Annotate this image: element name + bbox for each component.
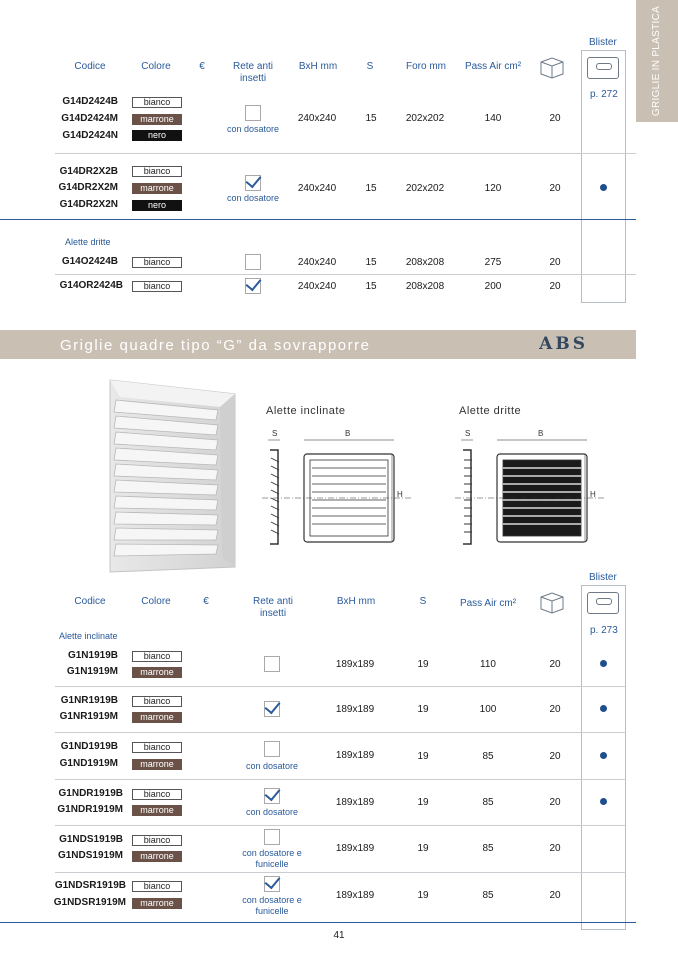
- blister-page-ref: p. 273: [590, 625, 618, 636]
- dim-h-label: H: [397, 490, 403, 499]
- header-rete: Rete anti insetti: [252, 596, 294, 619]
- box-icon: [538, 590, 566, 614]
- product-code: G14DR2X2N: [59, 199, 118, 210]
- product-code: G14D2424M: [61, 113, 118, 124]
- blister-available-dot: [600, 798, 607, 805]
- s-value: 19: [417, 704, 429, 715]
- header-euro: €: [203, 596, 209, 607]
- pass-air-value: 140: [484, 113, 502, 124]
- color-swatch-nero: nero: [132, 130, 182, 141]
- rete-checkbox: [245, 105, 261, 121]
- pack-qty-value: 20: [549, 751, 561, 762]
- rete-label: con dosatore: [226, 193, 280, 203]
- pass-air-value: 100: [479, 704, 497, 715]
- product-code: G14O2424B: [61, 256, 118, 267]
- header-pass-air: Pass Air cm²: [459, 598, 517, 609]
- s-value: 19: [417, 797, 429, 808]
- pack-qty-value: 20: [549, 183, 561, 194]
- bxh-value: 240x240: [297, 113, 337, 124]
- color-swatch-marrone: marrone: [132, 759, 182, 770]
- pack-qty-value: 20: [549, 704, 561, 715]
- color-swatch-marrone: marrone: [132, 183, 182, 194]
- side-category-tab: [636, 0, 678, 122]
- color-swatch-marrone: marrone: [132, 114, 182, 125]
- product-code: G1NDSR1919M: [53, 897, 126, 908]
- rete-checkbox-checked: [264, 788, 280, 804]
- pack-qty-value: 20: [549, 281, 561, 292]
- diagram-alette-dritte: [455, 426, 605, 551]
- rete-label: con dosatore e funicelle: [242, 848, 302, 869]
- color-swatch-nero: nero: [132, 200, 182, 211]
- product-code: G1NR1919M: [59, 711, 118, 722]
- pass-air-value: 110: [480, 659, 496, 670]
- rete-label: con dosatore e funicelle: [242, 895, 302, 916]
- blister-available-dot: [600, 705, 607, 712]
- foro-value: 208x208: [405, 281, 445, 292]
- rete-label: con dosatore: [245, 807, 299, 817]
- grille-product-photo: [100, 372, 240, 577]
- product-code: G1N1919M: [66, 666, 118, 677]
- bxh-value: 189x189: [335, 750, 375, 761]
- color-swatch-bianco: bianco: [132, 97, 182, 108]
- header-blister: Blister: [589, 37, 617, 48]
- diagram-alette-inclinate: [262, 426, 412, 551]
- blister-column-1: [581, 50, 626, 303]
- product-code: G14D2424N: [62, 130, 118, 141]
- product-code: G1NDR1919B: [58, 788, 123, 799]
- color-swatch-marrone: marrone: [132, 712, 182, 723]
- color-swatch-marrone: marrone: [132, 851, 182, 862]
- row-separator: [55, 153, 636, 154]
- dim-s-label: S: [465, 429, 471, 438]
- pass-air-value: 85: [482, 890, 494, 901]
- rete-label: con dosatore: [226, 124, 280, 134]
- header-pass-air: Pass Air cm²: [464, 61, 522, 72]
- bxh-value: 189x189: [335, 797, 375, 808]
- product-code: G1NDS1919B: [59, 834, 123, 845]
- product-code: G1N1919B: [67, 650, 118, 661]
- foro-value: 208x208: [405, 257, 445, 268]
- side-tab-label: GRIGLIE IN PLASTICA: [651, 5, 662, 117]
- pass-air-value: 85: [482, 843, 494, 854]
- pass-air-value: 120: [484, 183, 502, 194]
- color-swatch-bianco: bianco: [132, 742, 182, 753]
- blister-available-dot: [600, 752, 607, 759]
- rete-label: con dosatore: [245, 761, 299, 771]
- header-foro: Foro mm: [406, 61, 446, 72]
- dim-b-label: B: [345, 429, 351, 438]
- rete-checkbox: [264, 741, 280, 757]
- pass-air-value: 85: [482, 797, 494, 808]
- pass-air-value: 85: [482, 751, 494, 762]
- s-value: 19: [417, 890, 429, 901]
- product-code: G1ND1919M: [59, 758, 118, 769]
- header-bxh: BxH mm: [298, 61, 338, 72]
- product-code: G1NR1919B: [60, 695, 118, 706]
- color-swatch-bianco: bianco: [132, 651, 182, 662]
- row-separator: [55, 825, 626, 826]
- pack-qty-value: 20: [549, 890, 561, 901]
- page-number: 41: [333, 930, 345, 941]
- dim-s-label: S: [272, 429, 278, 438]
- pass-air-value: 275: [484, 257, 502, 268]
- product-code: G1NDSR1919B: [54, 880, 126, 891]
- section-label: Alette dritte: [65, 237, 111, 247]
- product-code: G14DR2X2M: [58, 182, 118, 193]
- color-swatch-bianco: bianco: [132, 789, 182, 800]
- header-codice: Codice: [74, 596, 106, 607]
- pack-qty-value: 20: [549, 797, 561, 808]
- section-separator: [0, 922, 636, 923]
- color-swatch-marrone: marrone: [132, 805, 182, 816]
- blister-pack-icon: [587, 57, 619, 79]
- header-codice: Codice: [74, 61, 106, 72]
- pass-air-value: 200: [484, 281, 502, 292]
- product-code: G1NDR1919M: [57, 804, 123, 815]
- banner-title: Griglie quadre tipo “G” da sovrapporre: [60, 337, 371, 354]
- pack-qty-value: 20: [549, 659, 561, 670]
- rete-checkbox-checked: [264, 876, 280, 892]
- row-separator: [55, 779, 626, 780]
- pack-qty-value: 20: [549, 843, 561, 854]
- row-separator: [55, 274, 636, 275]
- header-s: S: [419, 596, 427, 607]
- header-colore: Colore: [141, 596, 171, 607]
- product-code: G1ND1919B: [60, 741, 118, 752]
- rete-checkbox-checked: [264, 701, 280, 717]
- foro-value: 202x202: [405, 183, 445, 194]
- product-code: G14D2424B: [62, 96, 118, 107]
- dim-h-label: H: [590, 490, 596, 499]
- color-swatch-bianco: bianco: [132, 881, 182, 892]
- rete-checkbox: [264, 829, 280, 845]
- color-swatch-bianco: bianco: [132, 696, 182, 707]
- color-swatch-bianco: bianco: [132, 166, 182, 177]
- rete-checkbox-checked: [245, 175, 261, 191]
- pack-qty-value: 20: [549, 257, 561, 268]
- header-rete: Rete anti insetti: [232, 61, 274, 84]
- s-value: 15: [365, 281, 377, 292]
- bxh-value: 189x189: [335, 659, 375, 670]
- s-value: 15: [365, 183, 377, 194]
- bxh-value: 189x189: [335, 704, 375, 715]
- row-separator: [55, 872, 626, 873]
- pack-qty-value: 20: [549, 113, 561, 124]
- section-label: Alette inclinate: [59, 631, 118, 641]
- dim-b-label: B: [538, 429, 544, 438]
- color-swatch-bianco: bianco: [132, 257, 182, 268]
- s-value: 15: [365, 113, 377, 124]
- bxh-value: 189x189: [335, 843, 375, 854]
- bxh-value: 240x240: [297, 257, 337, 268]
- diagram-title-inclinate: Alette inclinate: [266, 405, 346, 417]
- color-swatch-bianco: bianco: [132, 281, 182, 292]
- blister-pack-icon: [587, 592, 619, 614]
- section-banner: [0, 330, 636, 359]
- box-icon: [538, 55, 566, 79]
- color-swatch-marrone: marrone: [132, 667, 182, 678]
- foro-value: 202x202: [405, 113, 445, 124]
- section-separator: [0, 219, 636, 220]
- rete-checkbox: [245, 254, 261, 270]
- header-colore: Colore: [141, 61, 171, 72]
- row-separator: [55, 732, 626, 733]
- product-code: G14OR2424B: [59, 280, 123, 291]
- blister-page-ref: p. 272: [590, 89, 618, 100]
- s-value: 19: [417, 843, 429, 854]
- header-blister: Blister: [589, 572, 617, 583]
- s-value: 19: [417, 659, 429, 670]
- bxh-value: 240x240: [297, 183, 337, 194]
- bxh-value: 189x189: [335, 890, 375, 901]
- color-swatch-bianco: bianco: [132, 835, 182, 846]
- diagram-title-dritte: Alette dritte: [459, 405, 522, 417]
- blister-available-dot: [600, 184, 607, 191]
- rete-checkbox: [264, 656, 280, 672]
- header-s: S: [366, 61, 374, 72]
- s-value: 15: [365, 257, 377, 268]
- row-separator: [55, 686, 626, 687]
- rete-checkbox-checked: [245, 278, 261, 294]
- bxh-value: 240x240: [297, 281, 337, 292]
- color-swatch-marrone: marrone: [132, 898, 182, 909]
- header-bxh: BxH mm: [336, 596, 376, 607]
- product-code: G1NDS1919M: [57, 850, 123, 861]
- s-value: 19: [417, 751, 429, 762]
- material-logo: ABS: [539, 334, 588, 354]
- product-code: G14DR2X2B: [59, 166, 118, 177]
- blister-available-dot: [600, 660, 607, 667]
- header-euro: €: [199, 61, 205, 72]
